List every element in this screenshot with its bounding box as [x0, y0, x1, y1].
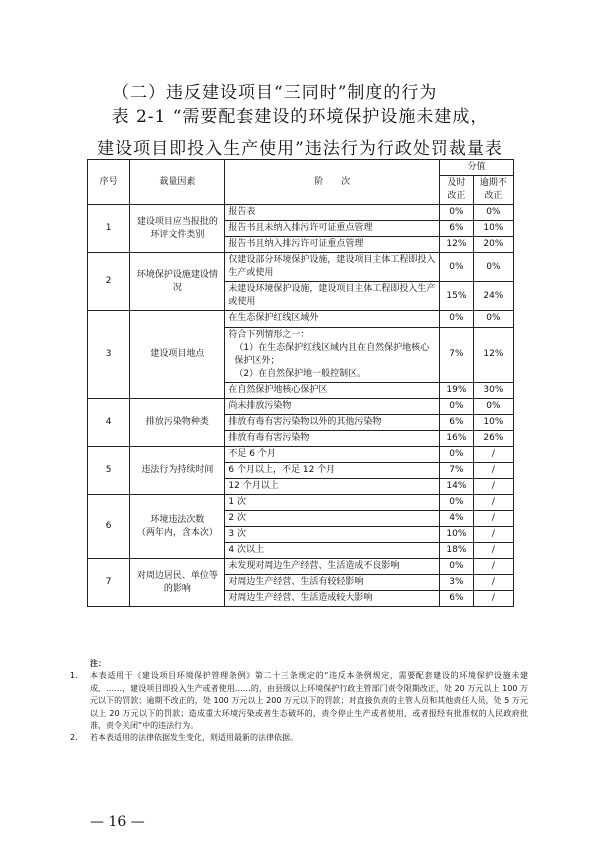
table-title-line1: 表 2-1 “需要配套建设的环境保护设施未建成，: [111, 107, 489, 127]
cell-level: [225, 414, 440, 430]
cell-score-fixed: 6%: [439, 414, 473, 430]
cell-score-fixed: 0%: [439, 311, 473, 327]
factor-sublabel: （两年内，含本次）: [136, 527, 218, 538]
table-row: [88, 253, 514, 282]
cell-score-fixed: 3%: [439, 575, 473, 591]
level-text: 12 个月以上: [228, 480, 279, 491]
level-text: 排放有毒有害污染物: [228, 432, 310, 443]
cell-factor: [130, 205, 225, 253]
note-item: [70, 670, 528, 732]
cell-score-overdue: 0%: [473, 311, 513, 327]
cell-score-overdue: /: [473, 559, 513, 575]
cell-score-fixed: 0%: [439, 446, 473, 462]
cell-seq: 6: [88, 495, 130, 559]
cell-score-overdue: 0%: [473, 205, 513, 221]
cell-level: [225, 543, 440, 559]
level-text: 在生态保护红线区域外: [228, 313, 319, 324]
cell-score-overdue: /: [473, 543, 513, 559]
cell-score-overdue: /: [473, 575, 513, 591]
cell-level: [225, 221, 440, 237]
notes: [70, 658, 528, 745]
table-row: [88, 311, 514, 327]
cell-score-fixed: 15%: [439, 282, 473, 311]
level-text: 报告书且未纳入排污许可证重点管理: [228, 223, 373, 234]
level-text: 符合下列情形之一：: [228, 329, 310, 340]
table-row: [88, 495, 514, 511]
note-text: 本表适用于《建设项目环境保护管理条例》第二十三条规定的“违反本条例规定，需要配套建设的环境保护设施未建成、……，建设项目即投入生产或者使用……的，由县级以上环境保护行政主管部门责令限期改正，处 20 万元以上 100 万元以下的罚款；逾期不改正的，处 100 万元以上 200 万元以下的罚款；对直接负责的主管人员和其他责任人员，处 5 万元以上 20 万元以下的罚款；造成重大环境污染或者生态破坏的，责令停止生产或者使用，或者报经有批准权的人民政府批准，责令关闭”中的违法行为。: [90, 671, 528, 730]
table-row: [88, 205, 514, 221]
cell-factor: [130, 311, 225, 398]
cell-score-fixed: 0%: [439, 398, 473, 414]
table-row: [88, 559, 514, 575]
cell-score-overdue: /: [473, 478, 513, 494]
header-level: 阶 次: [225, 160, 440, 205]
cell-score-fixed: 0%: [439, 205, 473, 221]
cell-level: [225, 253, 440, 282]
factor-label: 环境违法次数: [150, 514, 205, 525]
cell-score-overdue: 30%: [473, 382, 513, 398]
cell-score-fixed: 12%: [439, 237, 473, 253]
note-number: 2.: [70, 733, 78, 743]
level-text: 尚未排放污染物: [228, 400, 292, 411]
factor-label: 建设项目地点: [150, 349, 205, 360]
table-row: [88, 398, 514, 414]
cell-level: [225, 462, 440, 478]
header-fixed-on-time: 及时改正: [439, 176, 473, 205]
level-text: 1 次: [228, 497, 246, 508]
level-subitem: （1）在生态保护红线区域内且在自然保护地核心保护区外；: [234, 342, 430, 366]
cell-factor: [130, 495, 225, 559]
cell-level: [225, 205, 440, 221]
cell-level: [225, 311, 440, 327]
cell-score-overdue: /: [473, 527, 513, 543]
header-score: 分值: [439, 160, 513, 176]
level-subitem: （2）在自然保护地一般控制区。: [234, 368, 367, 379]
cell-level: [225, 591, 440, 607]
cell-score-fixed: 6%: [439, 591, 473, 607]
cell-score-fixed: 7%: [439, 327, 473, 382]
table-title-line2: 建设项目即投入生产使用”违法行为行政处罚裁量表: [97, 139, 503, 159]
cell-score-fixed: 6%: [439, 221, 473, 237]
penalty-discretion-table: [87, 159, 514, 607]
cell-score-fixed: 10%: [439, 527, 473, 543]
cell-score-fixed: 0%: [439, 253, 473, 282]
cell-score-overdue: /: [473, 495, 513, 511]
factor-label: 排放污染物种类: [145, 416, 209, 427]
note-number: 1.: [70, 671, 78, 681]
level-text: 不足 6 个月: [228, 448, 276, 459]
cell-score-fixed: 0%: [439, 559, 473, 575]
cell-factor: [130, 253, 225, 311]
cell-seq: 5: [88, 446, 130, 494]
cell-score-overdue: 0%: [473, 253, 513, 282]
cell-score-overdue: 10%: [473, 221, 513, 237]
cell-level: [225, 398, 440, 414]
table-header-row: [88, 160, 514, 176]
table-body: [88, 205, 514, 607]
level-text: 对周边生产经营、生活造成较大影响: [228, 593, 373, 604]
cell-score-overdue: 10%: [473, 414, 513, 430]
cell-seq: 2: [88, 253, 130, 311]
cell-level: [225, 478, 440, 494]
cell-level: [225, 511, 440, 527]
level-text: 6 个月以上，不足 12 个月: [228, 464, 336, 475]
note-text: 若本表适用的法律依据发生变化，则适用最新的法律依据。: [90, 733, 298, 743]
cell-level: [225, 446, 440, 462]
cell-score-fixed: 16%: [439, 430, 473, 446]
factor-label: 建设项目应当报批的环评文件类别: [136, 216, 218, 240]
cell-score-fixed: 7%: [439, 462, 473, 478]
cell-score-fixed: 18%: [439, 543, 473, 559]
factor-label: 违法行为持续时间: [141, 464, 214, 475]
level-text: 未建设环境保护设施，建设项目主体工程即投入生产或使用: [228, 284, 436, 308]
header-factor: 裁量因素: [130, 160, 225, 205]
cell-score-overdue: 12%: [473, 327, 513, 382]
cell-score-overdue: 26%: [473, 430, 513, 446]
notes-heading: 注：: [90, 659, 106, 668]
header-seq: 序号: [88, 160, 130, 205]
cell-score-overdue: /: [473, 446, 513, 462]
cell-level: [225, 237, 440, 253]
cell-score-overdue: 24%: [473, 282, 513, 311]
cell-level: [225, 430, 440, 446]
cell-score-fixed: 4%: [439, 511, 473, 527]
cell-score-fixed: 0%: [439, 495, 473, 511]
cell-level: [225, 327, 440, 382]
cell-seq: 1: [88, 205, 130, 253]
cell-seq: 4: [88, 398, 130, 446]
level-text: 报告书且纳入排污许可证重点管理: [228, 239, 364, 250]
level-text: 在自然保护地核心保护区: [228, 384, 328, 395]
cell-factor: [130, 446, 225, 494]
note-item: [70, 732, 528, 744]
cell-factor: [130, 398, 225, 446]
factor-label: 对周边居民、单位等的影响: [136, 570, 218, 594]
factor-label: 环境保护设施建设情况: [136, 269, 218, 293]
cell-score-overdue: 20%: [473, 237, 513, 253]
cell-level: [225, 495, 440, 511]
cell-score-fixed: 14%: [439, 478, 473, 494]
cell-seq: 7: [88, 559, 130, 607]
table-row: [88, 446, 514, 462]
cell-seq: 3: [88, 311, 130, 398]
cell-level: [225, 559, 440, 575]
cell-score-overdue: /: [473, 462, 513, 478]
level-text: 4 次以上: [228, 545, 264, 556]
level-text: 对周边生产经营、生活有较轻影响: [228, 577, 364, 588]
page-number: — 16 —: [90, 814, 145, 830]
header-not-fixed: 逾期不改正: [473, 176, 513, 205]
level-text: 2 次: [228, 513, 246, 524]
cell-level: [225, 575, 440, 591]
level-text: 3 次: [228, 529, 246, 540]
level-text: 仅建设部分环境保护设施，建设项目主体工程即投入生产或使用: [228, 255, 436, 279]
cell-score-overdue: /: [473, 591, 513, 607]
cell-factor: [130, 559, 225, 607]
level-text: 报告表: [228, 207, 256, 218]
section-heading: （二）违反建设项目“三同时”制度的行为: [112, 83, 438, 103]
level-text: 排放有毒有害污染物以外的其他污染物: [228, 416, 382, 427]
cell-score-overdue: 0%: [473, 398, 513, 414]
cell-score-overdue: /: [473, 511, 513, 527]
cell-level: [225, 282, 440, 311]
cell-score-fixed: 19%: [439, 382, 473, 398]
level-text: 未发现对周边生产经营、生活造成不良影响: [228, 561, 400, 572]
cell-level: [225, 382, 440, 398]
cell-level: [225, 527, 440, 543]
